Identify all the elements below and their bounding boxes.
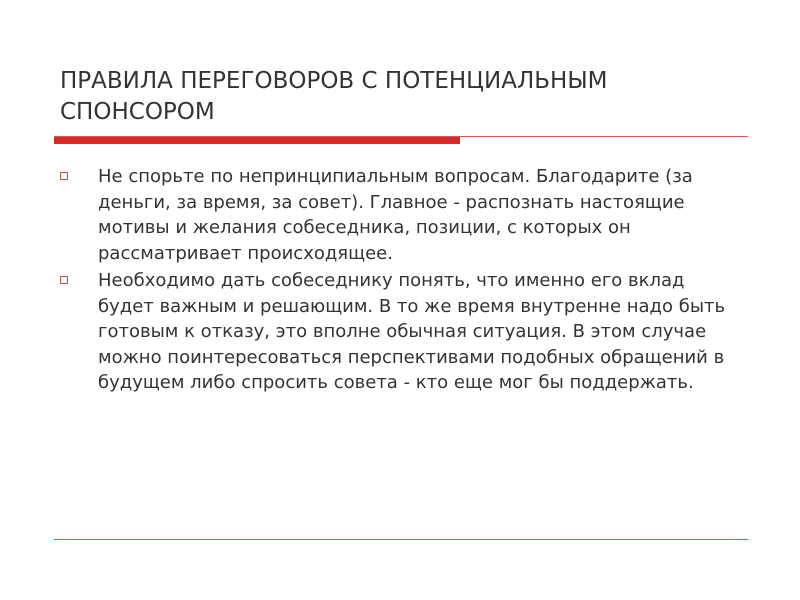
- title-divider: [54, 136, 748, 137]
- bullet-item: [60, 268, 740, 396]
- bullet-list: [60, 164, 740, 398]
- footer-divider: [54, 539, 748, 540]
- bullet-text: Необходимо дать собеседнику понять, что именно его вклад будет важным и решающим. В то же время внутренне надо быть готовым к отказу, это вполне обычная ситуация. В этом случае можно поинтересоваться перспективами подобных обращений в будущем либо спросить совета - кто еще мог бы поддержать.: [98, 270, 726, 393]
- bullet-item: [60, 164, 740, 266]
- bullet-text: Не спорьте по непринципиальным вопросам. Благодарите (за деньги, за время, за совет). Главное - распознать настоящие мотивы и желания собеседника, позиции, с которых он рассматривает происходящее.: [98, 166, 693, 264]
- title-accent-bar: [54, 136, 460, 144]
- hollow-square-bullet-icon: [60, 172, 68, 180]
- hollow-square-bullet-icon: [60, 276, 68, 284]
- slide-title: ПРАВИЛА ПЕРЕГОВОРОВ С ПОТЕНЦИАЛЬНЫМ СПОНСОРОМ: [60, 68, 608, 125]
